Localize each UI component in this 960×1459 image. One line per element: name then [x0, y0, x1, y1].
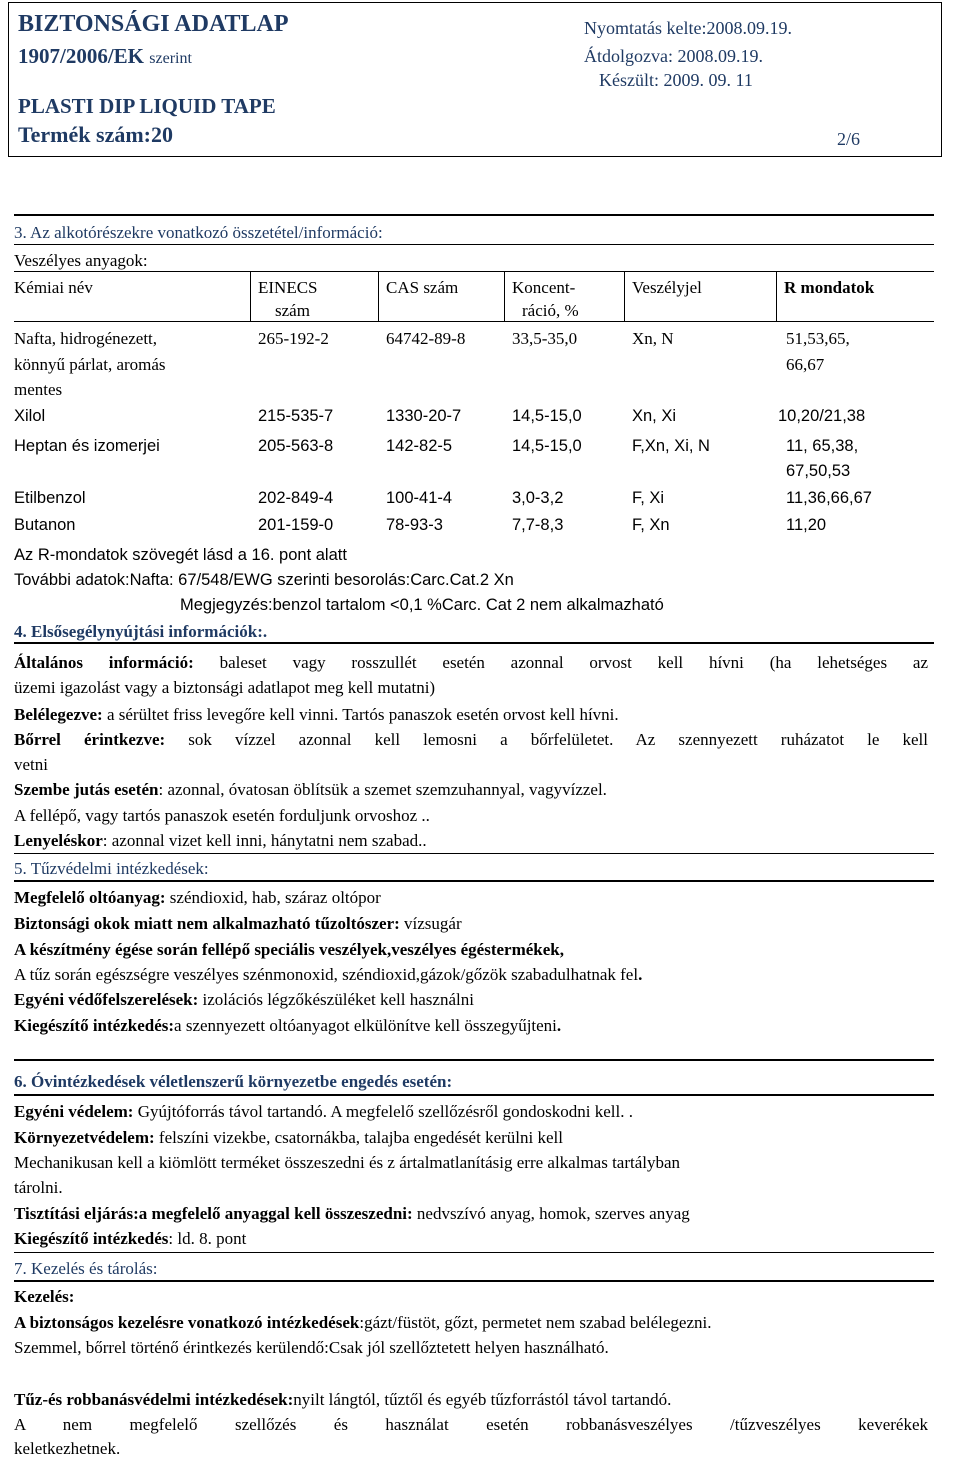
col-sep: [504, 271, 505, 321]
cell-conc: 14,5-15,0: [512, 437, 582, 455]
persistent-symptoms: A fellépő, vagy tartós panaszok esetén forduljunk orvoshoz ..: [14, 806, 430, 825]
benzene-note: Megjegyzés:benzol tartalom <0,1 %Carc. Cat 2 nem alkalmazható: [180, 596, 664, 614]
col-sep: [624, 271, 625, 321]
section-3-title: 3. Az alkotórészekre vonatkozó összetétel/információ:: [14, 223, 383, 242]
cell-name: Butanon: [14, 516, 76, 534]
cell-symbol: F, Xi: [632, 489, 665, 507]
cell-r: 67,50,53: [786, 462, 851, 480]
cell-einecs: 265-192-2: [258, 329, 329, 348]
cell-einecs: 205-563-8: [258, 437, 334, 455]
skin-contact-line: Bőrrel érintkezve: sok vízzel azonnal kell lemosni a bőrfelületet. Az szennyezett ruházatot le kell: [14, 730, 928, 749]
header-bottom-line: [14, 321, 934, 322]
col-header-cas: CAS szám: [386, 278, 459, 297]
col-sep: [776, 271, 777, 321]
extinguishing-media: Megfelelő oltóanyag: széndioxid, hab, száraz oltópor: [14, 888, 381, 907]
document-header: [8, 2, 942, 157]
eye-contact-line: Szembe jutás esetén: azonnal, óvatosan öblítsük a szemet szemzuhannyal, vagyvízzel.: [14, 780, 607, 799]
cell-r: 66,67: [786, 355, 825, 374]
section-divider: [14, 1252, 934, 1253]
col-header-conc: Koncent-: [512, 278, 576, 297]
created-date: Készült: 2009. 09. 11: [599, 70, 753, 90]
print-date: Nyomtatás kelte:2008.09.19.: [584, 18, 792, 38]
additional-info: További adatok:Nafta: 67/548/EWG szerinti besorolás:Carc.Cat.2 Xn: [14, 571, 514, 589]
cell-r: 51,53,65,: [786, 329, 850, 348]
cell-r: 11,20: [786, 516, 827, 534]
table-top-line: [14, 271, 934, 272]
handling-label: Kezelés:: [14, 1287, 75, 1306]
cell-symbol: Xn, N: [632, 329, 674, 348]
col-sep: [250, 271, 251, 321]
cell-conc: 33,5-35,0: [512, 329, 578, 348]
col-sep: [378, 271, 379, 321]
cell-einecs: 215-535-7: [258, 407, 334, 425]
cell-name: mentes: [14, 380, 63, 399]
section-7-title: 7. Kezelés és tárolás:: [14, 1259, 158, 1278]
document-title: BIZTONSÁGI ADATLAP: [18, 11, 289, 37]
section-underline: [14, 642, 934, 644]
cell-conc: 14,5-15,0: [512, 407, 582, 425]
cell-cas: 78-93-3: [386, 516, 443, 534]
regulation: 1907/2006/EK szerint: [18, 44, 192, 68]
cell-cas: 1330-20-7: [386, 407, 462, 425]
cell-name: Xilol: [14, 407, 46, 425]
r-phrases-note: Az R-mondatok szövegét lásd a 16. pont alatt: [14, 546, 347, 564]
section-divider: [14, 214, 934, 216]
cell-name: Nafta, hidrogénezett,: [14, 329, 158, 348]
product-number: Termék szám:20: [18, 122, 173, 147]
unsuitable-media: Biztonsági okok miatt nem alkalmazható tűzoltószer: vízsugár: [14, 914, 462, 933]
section-underline: [14, 880, 934, 882]
cell-cas: 100-41-4: [386, 489, 453, 507]
cell-symbol: Xn, Xi: [632, 407, 677, 425]
fire-explosion-measures: Tűz-és robbanásvédelmi intézkedések:nyilt lángtól, tűztől és egyéb tűzforrástól távol tartandó.: [14, 1390, 672, 1409]
general-info-line: Általános információ: baleset vagy rosszullét esetén azonnal orvost kell hívni (ha lehetséges az: [14, 653, 929, 672]
cell-cas: 142-82-5: [386, 437, 453, 455]
personal-protection: Egyéni védelem: Gyújtóforrás távol tartandó. A megfelelő szellőzésről gondoskodni kell. .: [14, 1102, 633, 1121]
col-header-einecs: EINECS: [258, 278, 318, 297]
col-header-conc-2: ráció, %: [522, 301, 579, 320]
section-5-title: 5. Tűzvédelmi intézkedések:: [14, 859, 209, 878]
cell-name: könnyű párlat, aromás: [14, 355, 166, 374]
ventilation-warning-cont: keletkezhetnek.: [14, 1439, 121, 1458]
col-header-r: R mondatok: [784, 278, 875, 297]
safe-handling: A biztonságos kezelésre vonatkozó intézkedések:gázt/füstöt, gőzt, permetet nem szabad belélegezni.: [14, 1313, 712, 1332]
cell-name: Etilbenzol: [14, 489, 86, 507]
cell-einecs: 201-159-0: [258, 516, 334, 534]
col-header-symbol: Veszélyjel: [632, 278, 702, 297]
cell-r: 10,20/21,38: [778, 407, 866, 425]
protective-equipment: Egyéni védőfelszerelések: izolációs légzőkészüléket kell használni: [14, 990, 474, 1009]
cell-symbol: F, Xn: [632, 516, 670, 534]
cleanup-cont: tárolni.: [14, 1178, 63, 1197]
page-number: 2/6: [837, 129, 861, 149]
cell-cas: 64742-89-8: [386, 329, 466, 348]
col-header-name: Kémiai név: [14, 278, 93, 297]
cleanup-line: Mechanikusan kell a kiömlött terméket összeszedni és z ártalmatlanításig erre alkalmas tartályban: [14, 1153, 681, 1172]
section-underline: [14, 1280, 934, 1282]
general-info-cont: üzemi igazolást vagy a biztonsági adatlapot meg kell mutatni): [14, 678, 436, 697]
additional-measures-6: Kiegészítő intézkedés: ld. 8. pont: [14, 1229, 247, 1248]
cleaning-procedure: Tisztítási eljárás:a megfelelő anyaggal kell összeszedni: nedvszívó anyag, homok, szerves anyag: [14, 1204, 690, 1223]
environmental-protection: Környezetvédelem: felszíni vizekbe, csatornákba, talajba engedését kerülni kell: [14, 1128, 563, 1147]
cell-conc: 3,0-3,2: [512, 489, 564, 507]
product-name: PLASTI DIP LIQUID TAPE: [18, 94, 276, 118]
cell-r: 11, 65,38,: [786, 437, 859, 455]
fire-gases: A tűz során egészségre veszélyes szénmonoxid, széndioxid,gázok/gőzök szabadulhatnak fel.: [14, 965, 643, 984]
revision-date: Átdolgozva: 2008.09.19.: [584, 46, 763, 66]
cell-r: 11,36,66,67: [786, 489, 872, 507]
contact-avoidance: Szemmel, bőrrel történő érintkezés kerülendő:Csak jól szellőztetett helyen használható.: [14, 1338, 609, 1357]
cell-einecs: 202-849-4: [258, 489, 334, 507]
section-6-title: 6. Óvintézkedések véletlenszerű környezetbe engedés esetén:: [14, 1072, 453, 1091]
section-divider: [14, 853, 934, 854]
section-4-title: 4. Elsősegélynyújtási információk:.: [14, 622, 268, 641]
additional-measures: Kiegészítő intézkedés:a szennyezett oltóanyagot elkülönítve kell összegyűjteni.: [14, 1016, 562, 1035]
special-hazards: A készítmény égése során fellépő speciális veszélyek,veszélyes égéstermékek,: [14, 940, 564, 959]
cell-symbol: F,Xn, Xi, N: [632, 437, 710, 455]
section-underline: [14, 244, 934, 245]
cell-conc: 7,7-8,3: [512, 516, 564, 534]
cell-name: Heptan és izomerjei: [14, 437, 160, 455]
inhalation-line: Belélegezve: a sérültet friss levegőre kell vinni. Tartós panaszok esetén orvost kell hívni.: [14, 705, 619, 724]
skin-contact-cont: vetni: [14, 755, 48, 774]
ventilation-warning: A nem megfelelő szellőzés és használat esetén robbanásveszélyes /tűzveszélyes keverékek: [14, 1415, 928, 1434]
col-header-einecs-2: szám: [275, 301, 310, 320]
hazardous-subtitle: Veszélyes anyagok:: [14, 251, 148, 270]
section-underline: [14, 1094, 934, 1096]
ingestion-line: Lenyeléskor: azonnal vizet kell inni, hánytatni nem szabad..: [14, 831, 427, 850]
section-divider: [14, 1059, 934, 1061]
